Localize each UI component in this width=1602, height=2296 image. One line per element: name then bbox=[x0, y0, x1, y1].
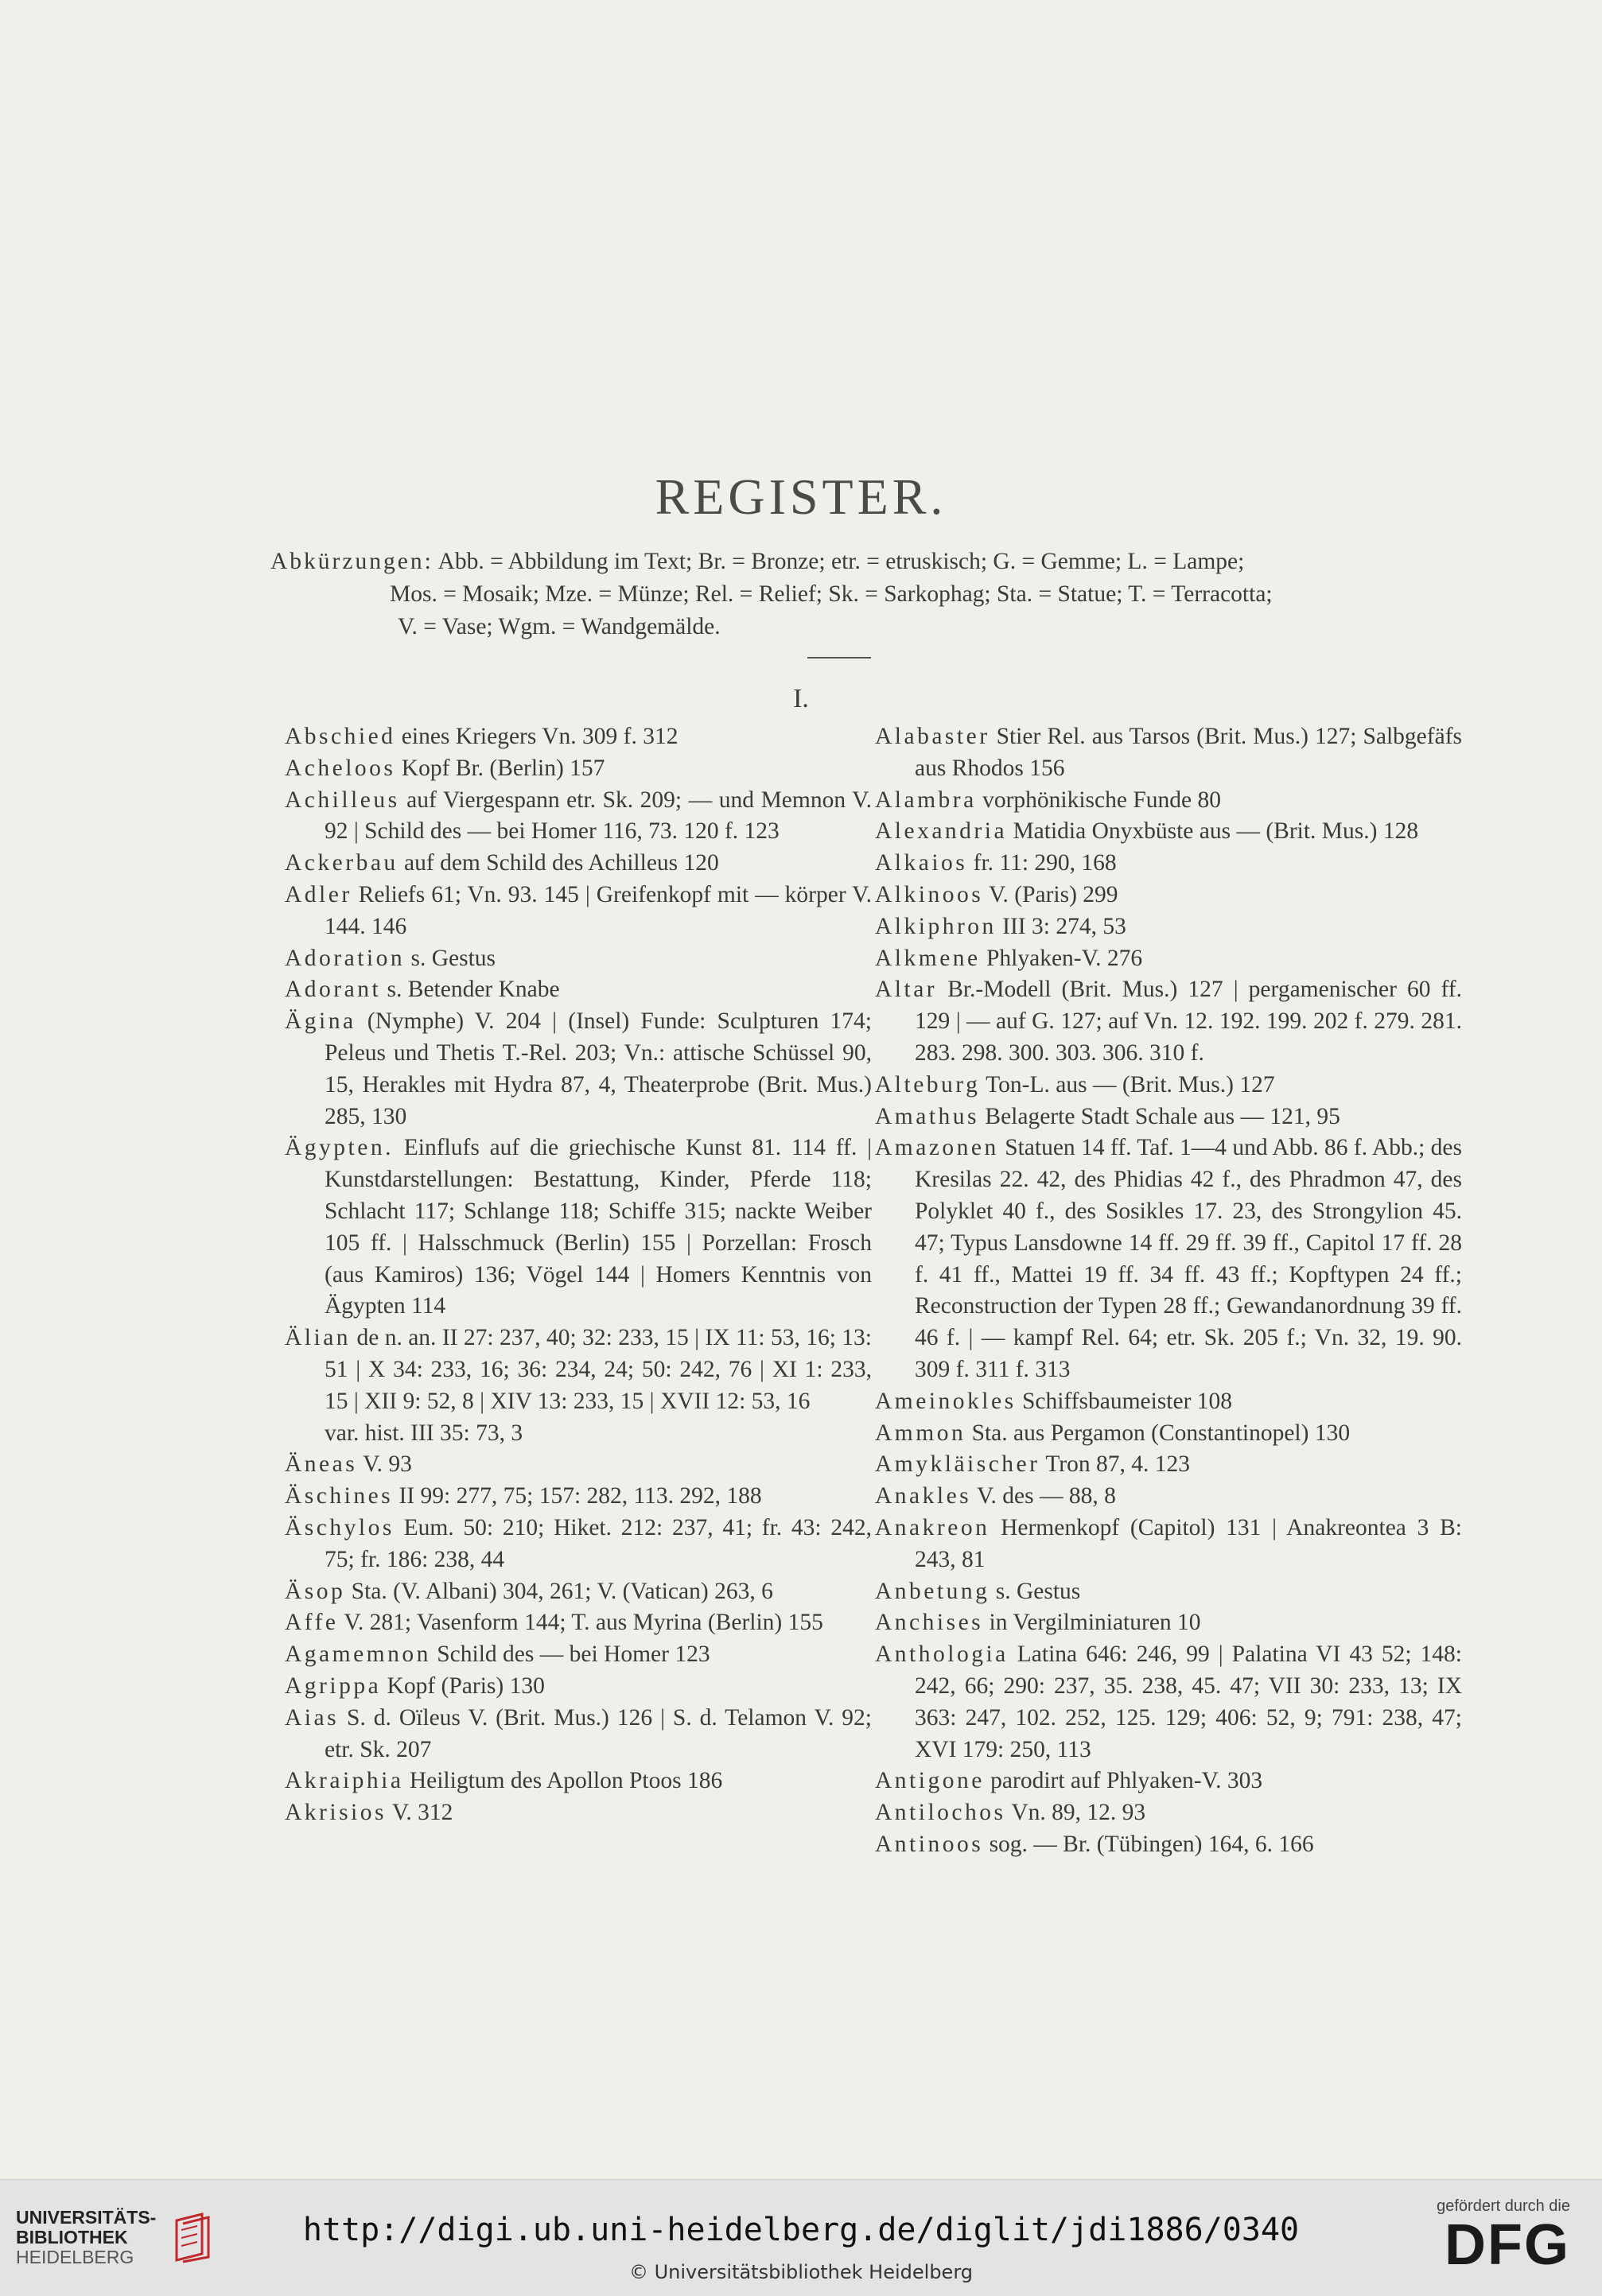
index-entry bbox=[285, 974, 872, 1006]
index-keyword: Altar bbox=[875, 977, 938, 1003]
index-references: Ton-L. aus — (Brit. Mus.) 127 bbox=[986, 1071, 1275, 1097]
index-references: V. des — 88, 8 bbox=[977, 1483, 1116, 1509]
library-name-line-3: HEIDELBERG bbox=[16, 2247, 134, 2267]
index-references: Phlyaken-V. 276 bbox=[986, 945, 1143, 971]
index-entry bbox=[875, 1766, 1462, 1797]
index-keyword: Alkaios bbox=[875, 850, 968, 876]
abbreviations-line-3: V. = Vase; Wgm. = Wandgemälde. bbox=[398, 614, 721, 639]
permalink-url[interactable]: http://digi.ub.uni-heidelberg.de/diglit/jdi1886/0340 bbox=[302, 2212, 1300, 2248]
index-references: s. Gestus bbox=[995, 1578, 1081, 1604]
index-keyword: Achilleus bbox=[285, 787, 400, 813]
index-references: Kopf (Paris) 130 bbox=[387, 1672, 545, 1699]
abbreviations-block bbox=[270, 546, 1448, 643]
index-entry bbox=[875, 911, 1462, 943]
index-keyword: Ackerbau bbox=[285, 850, 399, 876]
index-entry bbox=[285, 1449, 872, 1481]
index-entry bbox=[875, 1070, 1462, 1101]
index-references: Br.-Modell (Brit. Mus.) 127 | pergamenischer 60 ff. 129 | — auf G. 127; auf Vn. 12. 192. 199. 202 f. 279. 281. 283. 298. 300. 303. 306. 310 f. bbox=[915, 977, 1462, 1066]
index-entry bbox=[285, 1576, 872, 1608]
index-entry bbox=[875, 1386, 1462, 1418]
index-keyword: Agrippa bbox=[285, 1672, 382, 1699]
index-references: Heiligtum des Apollon Ptoos 186 bbox=[409, 1768, 723, 1794]
index-references: s. Gestus bbox=[410, 945, 496, 971]
dfg-logo: DFG bbox=[1445, 2213, 1570, 2277]
section-heading: I. bbox=[793, 684, 809, 713]
index-references: eines Kriegers Vn. 309 f. 312 bbox=[401, 724, 679, 749]
index-entry bbox=[875, 785, 1462, 817]
index-entry bbox=[875, 721, 1462, 785]
divider-rule bbox=[807, 657, 871, 658]
index-keyword: Adler bbox=[285, 881, 352, 907]
index-keyword: Äneas bbox=[285, 1451, 358, 1478]
index-keyword: Alabaster bbox=[875, 724, 990, 749]
index-entry bbox=[875, 1101, 1462, 1133]
index-keyword: Acheloos bbox=[285, 755, 396, 781]
index-references: (Nymphe) V. 204 | (Insel) Funde: Sculpturen 174; Peleus und Thetis T.-Rel. 203; Vn.: attische Schüssel 90, 15, Herakles mit Hydra 87, 4, Theaterprobe (Brit. Mus.) 285, 130 bbox=[325, 1008, 872, 1129]
index-keyword: Alambra bbox=[875, 787, 977, 813]
index-references: vorphönikische Funde 80 bbox=[982, 787, 1221, 813]
index-references: Hermenkopf (Capitol) 131 | Anakreontea 3 B: 243, 81 bbox=[915, 1514, 1462, 1572]
index-keyword: Akrisios bbox=[285, 1800, 387, 1826]
index-references: sog. — Br. (Tübingen) 164, 6. 166 bbox=[989, 1831, 1314, 1857]
index-entry bbox=[285, 753, 872, 785]
funder-block[interactable] bbox=[1437, 2197, 1570, 2275]
index-references: S. d. Oïleus V. (Brit. Mus.) 126 | S. d. Telamon V. 92; etr. Sk. 207 bbox=[325, 1704, 872, 1762]
copyright-notice: © Universitätsbibliothek Heidelberg bbox=[628, 2261, 973, 2283]
index-keyword: Alkmene bbox=[875, 945, 981, 971]
index-entry bbox=[285, 1703, 872, 1766]
index-references: in Vergilminiaturen 10 bbox=[989, 1610, 1201, 1636]
index-entry bbox=[875, 1639, 1462, 1766]
index-keyword: Ägina bbox=[285, 1008, 356, 1035]
index-keyword: Alkiphron bbox=[875, 913, 997, 939]
index-entry bbox=[285, 721, 872, 753]
index-entry bbox=[285, 785, 872, 849]
abbreviations-line-1: Abb. = Abbildung im Text; Br. = Bronze; etr. = etruskisch; G. = Gemme; L. = Lampe; bbox=[437, 549, 1245, 574]
index-references: V. (Paris) 299 bbox=[989, 881, 1118, 907]
index-keyword: Akraiphia bbox=[285, 1768, 404, 1794]
index-references: Vn. 89, 12. 93 bbox=[1011, 1800, 1146, 1826]
index-references: Kopf Br. (Berlin) 157 bbox=[401, 755, 605, 781]
index-entry bbox=[875, 943, 1462, 975]
index-entry bbox=[285, 1006, 872, 1132]
index-entry bbox=[875, 1829, 1462, 1861]
index-entry bbox=[285, 1513, 872, 1576]
index-references: Reliefs 61; Vn. 93. 145 | Greifenkopf mit — körper V. 144. 146 bbox=[325, 881, 872, 939]
index-keyword: Ammon bbox=[875, 1420, 966, 1446]
index-keyword: Alkinoos bbox=[875, 881, 984, 907]
index-column-right bbox=[875, 721, 1462, 1861]
index-references: V. 281; Vasenform 144; T. aus Myrina (Berlin) 155 bbox=[344, 1610, 823, 1636]
index-keyword: Adoration bbox=[285, 945, 406, 971]
index-references: auf Viergespann etr. Sk. 209; — und Memnon V. 92 | Schild des — bei Homer 116, 73. 120 f. 123 bbox=[325, 787, 872, 845]
index-references: III 3: 274, 53 bbox=[1002, 913, 1126, 939]
index-keyword: Antigone bbox=[875, 1768, 985, 1794]
index-references: Stier Rel. aus Tarsos (Brit. Mus.) 127; Salbgefäfs aus Rhodos 156 bbox=[915, 724, 1462, 781]
index-entry bbox=[285, 880, 872, 943]
index-references: Belagerte Stadt Schale aus — 121, 95 bbox=[985, 1103, 1340, 1129]
index-references: var. hist. III 35: 73, 3 bbox=[325, 1420, 523, 1446]
index-keyword: Anchises bbox=[875, 1610, 984, 1636]
index-entry bbox=[285, 943, 872, 975]
index-keyword: Alexandria bbox=[875, 818, 1008, 845]
index-entry bbox=[875, 816, 1462, 848]
index-references: s. Betender Knabe bbox=[387, 977, 560, 1003]
index-entry bbox=[285, 1323, 872, 1417]
index-keyword: Aias bbox=[285, 1704, 340, 1731]
index-column-left bbox=[285, 721, 872, 1829]
index-keyword: Amykläischer bbox=[875, 1451, 1040, 1478]
index-keyword: Abschied bbox=[285, 724, 396, 749]
index-entry bbox=[875, 1576, 1462, 1608]
index-keyword: Affe bbox=[285, 1610, 339, 1636]
index-keyword: Agamemnon bbox=[285, 1641, 431, 1668]
index-references: fr. 11: 290, 168 bbox=[973, 850, 1117, 876]
abbreviations-line-2: Mos. = Mosaik; Mze. = Münze; Rel. = Relief; Sk. = Sarkophag; Sta. = Statue; T. = Terracotta; bbox=[390, 581, 1273, 607]
index-references: Matidia Onyxbüste aus — (Brit. Mus.) 128 bbox=[1013, 818, 1419, 845]
index-entry bbox=[285, 1607, 872, 1639]
index-references: V. 312 bbox=[391, 1800, 453, 1826]
index-entry bbox=[875, 880, 1462, 911]
index-entry bbox=[875, 1607, 1462, 1639]
index-references: Sta. aus Pergamon (Constantinopel) 130 bbox=[971, 1420, 1351, 1446]
index-entry bbox=[285, 1132, 872, 1323]
index-entry bbox=[285, 1766, 872, 1797]
funding-note: gefördert durch die bbox=[1437, 2197, 1570, 2215]
index-references: parodirt auf Phlyaken-V. 303 bbox=[990, 1768, 1263, 1794]
footer-bar bbox=[0, 2179, 1602, 2296]
index-keyword: Amazonen bbox=[875, 1135, 999, 1161]
index-entry bbox=[285, 1671, 872, 1703]
index-references: Tron 87, 4. 123 bbox=[1045, 1451, 1191, 1478]
index-keyword: Alteburg bbox=[875, 1071, 981, 1097]
index-references: Statuen 14 ff. Taf. 1—4 und Abb. 86 f. Abb.; des Kresilas 22. 42, des Phidias 42 f., des Phradmon 47, des Polyklet 40 f., des Sosikles 17. 23, des Strongylion 45. 47; Typus Lansdowne 14 ff. 29 ff. 39 ff., Capitol 17 ff. 28 f. 41 ff., Mattei 19 ff. 34 ff. 43 ff.; Kopftypen 24 ff.; Reconstruction der Typen 28 ff.; Gewandanordnung 39 ff. 46 f. | — kampf Rel. 64; etr. Sk. 205 f.; Vn. 32, 19. 90. 309 f. 311 f. 313 bbox=[915, 1135, 1463, 1382]
index-references: Latina 646: 246, 99 | Palatina VI 43 52; 148: 242, 66; 290: 237, 35. 238, 45. 47; VII 30: 233, 13; IX 363: 247, 102. 252, 125. 129; 406: 52, 9; 791: 238, 47; XVI 179: 250, 113 bbox=[915, 1641, 1462, 1762]
index-references: II 99: 277, 75; 157: 282, 113. 292, 188 bbox=[399, 1483, 762, 1509]
index-keyword: Älian bbox=[285, 1325, 352, 1351]
index-keyword: Ameinokles bbox=[875, 1388, 1017, 1414]
index-references: auf dem Schild des Achilleus 120 bbox=[404, 850, 719, 876]
index-keyword: Anakles bbox=[875, 1483, 972, 1509]
index-keyword: Antinoos bbox=[875, 1831, 984, 1857]
index-keyword: Äschines bbox=[285, 1483, 394, 1509]
index-entry bbox=[285, 1481, 872, 1513]
index-keyword: Anbetung bbox=[875, 1578, 990, 1604]
index-entry bbox=[285, 1639, 872, 1671]
index-keyword: Äschylos bbox=[285, 1514, 395, 1540]
abbreviations-label: Abkürzungen: bbox=[270, 549, 434, 574]
index-keyword: Anthologia bbox=[875, 1641, 1009, 1668]
index-keyword: Ägypten. bbox=[285, 1135, 394, 1161]
index-entry bbox=[875, 848, 1462, 880]
page-title: REGISTER. bbox=[655, 468, 947, 525]
index-keyword: Äsop bbox=[285, 1578, 346, 1604]
library-name-line-1: UNIVERSITÄTS- bbox=[16, 2207, 157, 2228]
index-references: Schiffsbaumeister 108 bbox=[1021, 1388, 1233, 1414]
index-references: Schild des — bei Homer 123 bbox=[437, 1641, 710, 1668]
index-keyword: Adorant bbox=[285, 977, 382, 1003]
index-references: Einflufs auf die griechische Kunst 81. 114 ff. | Kunstdarstellungen: Bestattung, Kinder, Pferde 118; Schlacht 117; Schlange 118; Schiffe 315; nackte Weiber 105 ff. | Halsschmuck (Berlin) 155 | Porzellan: Frosch (aus Kamiros) 136; Vögel 144 | Homers Kenntnis von Ägypten 114 bbox=[325, 1135, 873, 1319]
index-entry bbox=[875, 1481, 1462, 1513]
index-references: V. 93 bbox=[363, 1451, 412, 1478]
index-entry bbox=[285, 848, 872, 880]
library-name-line-2: BIBLIOTHEK bbox=[16, 2227, 128, 2247]
index-keyword: Anakreon bbox=[875, 1514, 990, 1540]
index-entry bbox=[875, 1797, 1462, 1829]
index-entry bbox=[875, 1513, 1462, 1576]
index-entry bbox=[285, 1797, 872, 1829]
index-references: Sta. (V. Albani) 304, 261; V. (Vatican) 263, 6 bbox=[351, 1578, 773, 1604]
index-entry bbox=[875, 974, 1462, 1069]
index-keyword: Amathus bbox=[875, 1103, 980, 1129]
index-entry bbox=[285, 1418, 872, 1450]
index-entry bbox=[875, 1132, 1462, 1385]
index-references: Eum. 50: 210; Hiket. 212: 237, 41; fr. 43: 242, 75; fr. 186: 238, 44 bbox=[325, 1514, 873, 1572]
index-references: de n. an. II 27: 237, 40; 32: 233, 15 | IX 11: 53, 16; 13: 51 | X 34: 233, 16; 36: 234, 24; 50: 242, 76 | XI 1: 233, 15 | XII 9: 52, 8 | XIV 13: 233, 15 | XVII 12: 53, 16 bbox=[325, 1325, 873, 1414]
index-entry bbox=[875, 1418, 1462, 1450]
index-entry bbox=[875, 1449, 1462, 1481]
index-keyword: Antilochos bbox=[875, 1800, 1006, 1826]
